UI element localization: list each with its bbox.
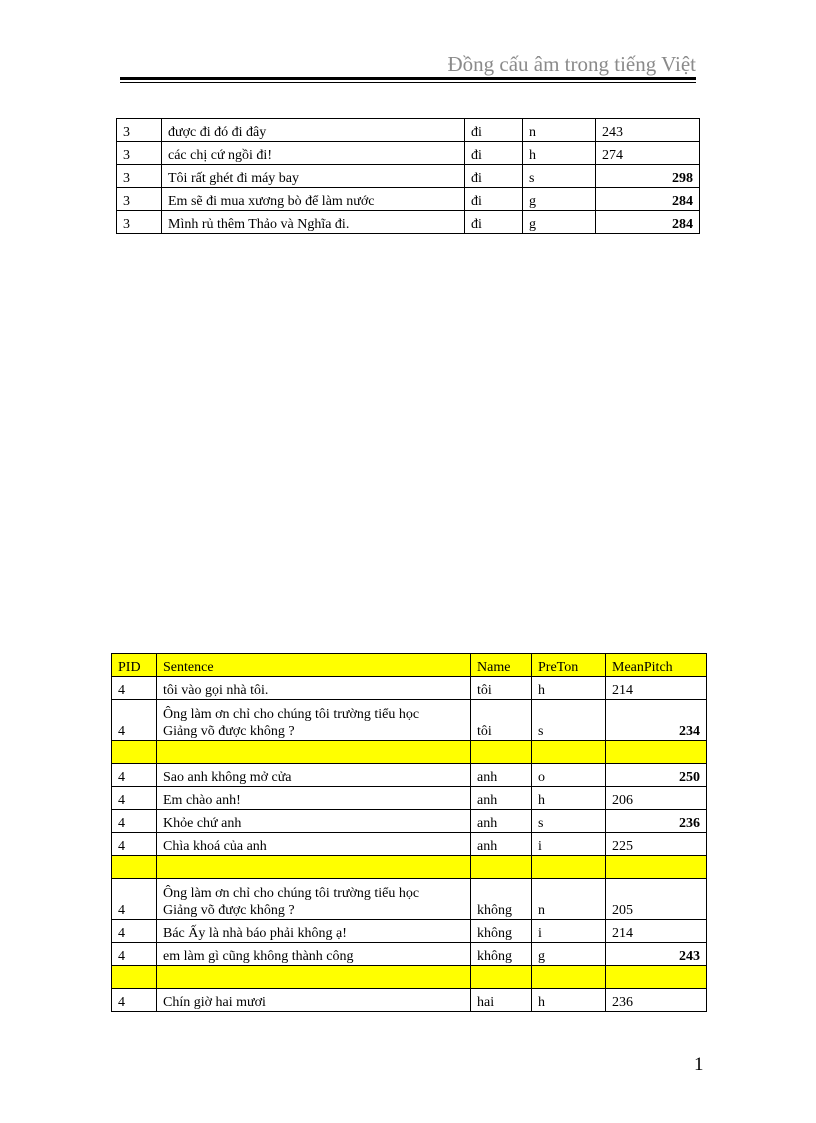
table-spacer-row (112, 856, 707, 879)
cell-sentence: Chín giờ hai mươi (157, 989, 471, 1012)
running-header-title: Đồng cấu âm trong tiếng Việt (447, 52, 696, 76)
table-header-row (112, 654, 707, 677)
cell-sentence: em làm gì cũng không thành công (157, 943, 471, 966)
sentence-line-1: Ông làm ơn chỉ cho chúng tôi trường tiểu học (163, 886, 420, 901)
cell-preton: g (523, 188, 596, 211)
cell-mean-pitch: 214 (606, 920, 707, 943)
cell-name: anh (471, 787, 532, 810)
header-pid: PID (112, 654, 157, 677)
spacer-cell (157, 856, 471, 879)
cell-mean-pitch: 284 (596, 211, 700, 234)
cell-sentence: các chị cứ ngồi đi! (162, 142, 465, 165)
cell-sentence: Bác Ấy là nhà báo phải không ạ! (157, 920, 471, 943)
cell-mean-pitch: 243 (596, 119, 700, 142)
table-row (112, 920, 707, 943)
spacer-cell (606, 856, 707, 879)
cell-name: không (471, 920, 532, 943)
header-preton: PreTon (532, 654, 606, 677)
cell-name: không (471, 879, 532, 920)
cell-pid: 4 (112, 677, 157, 700)
cell-preton: h (532, 787, 606, 810)
header-rule-thin (120, 82, 696, 83)
pitch-table-pid3-body (117, 119, 700, 234)
cell-sentence: Sao anh không mở cửa (157, 764, 471, 787)
spacer-cell (471, 856, 532, 879)
table-row (117, 188, 700, 211)
cell-name: đi (465, 119, 523, 142)
table-row (117, 165, 700, 188)
pitch-table-pid3 (116, 118, 700, 234)
cell-preton: n (523, 119, 596, 142)
cell-preton: s (532, 810, 606, 833)
sentence-line-1: Ông làm ơn chỉ cho chúng tôi trường tiểu học (163, 707, 420, 722)
cell-pid: 3 (117, 142, 162, 165)
cell-name: tôi (471, 677, 532, 700)
cell-preton: s (523, 165, 596, 188)
cell-preton: o (532, 764, 606, 787)
cell-pid: 3 (117, 211, 162, 234)
cell-preton: s (532, 700, 606, 741)
cell-mean-pitch: 214 (606, 677, 707, 700)
page-number: 1 (694, 1054, 704, 1075)
cell-preton: h (532, 989, 606, 1012)
cell-preton: h (523, 142, 596, 165)
cell-mean-pitch: 243 (606, 943, 707, 966)
spacer-cell (532, 856, 606, 879)
spacer-cell (471, 966, 532, 989)
cell-mean-pitch: 298 (596, 165, 700, 188)
cell-pid: 4 (112, 787, 157, 810)
cell-sentence: Chìa khoá của anh (157, 833, 471, 856)
cell-name: đi (465, 211, 523, 234)
cell-mean-pitch: 234 (606, 700, 707, 741)
pitch-table-pid4-body (112, 677, 707, 1012)
cell-pid: 3 (117, 188, 162, 211)
cell-sentence: Em sẽ đi mua xương bò để làm nước (162, 188, 465, 211)
table-row (112, 943, 707, 966)
cell-mean-pitch: 206 (606, 787, 707, 810)
table-row (112, 700, 707, 741)
cell-sentence: Khỏe chứ anh (157, 810, 471, 833)
cell-name: đi (465, 188, 523, 211)
table-spacer-row (112, 966, 707, 989)
spacer-cell (532, 741, 606, 764)
table-row (117, 119, 700, 142)
cell-preton: i (532, 920, 606, 943)
cell-preton: g (532, 943, 606, 966)
cell-pid: 4 (112, 700, 157, 741)
header-mean-pitch: MeanPitch (606, 654, 707, 677)
cell-pid: 4 (112, 833, 157, 856)
cell-name: hai (471, 989, 532, 1012)
table-row (112, 989, 707, 1012)
cell-sentence: Tôi rất ghét đi máy bay (162, 165, 465, 188)
spacer-cell (606, 741, 707, 764)
cell-mean-pitch: 205 (606, 879, 707, 920)
spacer-cell (157, 966, 471, 989)
table-row (112, 879, 707, 920)
table-row (112, 677, 707, 700)
cell-mean-pitch: 236 (606, 989, 707, 1012)
cell-pid: 3 (117, 119, 162, 142)
cell-name: không (471, 943, 532, 966)
table-row (112, 764, 707, 787)
cell-preton: i (532, 833, 606, 856)
cell-preton: h (532, 677, 606, 700)
cell-pid: 4 (112, 920, 157, 943)
cell-pid: 4 (112, 879, 157, 920)
cell-mean-pitch: 284 (596, 188, 700, 211)
cell-pid: 4 (112, 943, 157, 966)
cell-mean-pitch: 236 (606, 810, 707, 833)
spacer-cell (471, 741, 532, 764)
cell-name: đi (465, 165, 523, 188)
cell-sentence (157, 700, 471, 741)
cell-sentence: Mình rủ thêm Thảo và Nghĩa đi. (162, 211, 465, 234)
sentence-line-2: Giảng võ được không ? (163, 903, 295, 918)
spacer-cell (112, 741, 157, 764)
cell-pid: 4 (112, 810, 157, 833)
cell-mean-pitch: 274 (596, 142, 700, 165)
table-spacer-row (112, 741, 707, 764)
cell-name: tôi (471, 700, 532, 741)
cell-sentence: Em chào anh! (157, 787, 471, 810)
cell-mean-pitch: 225 (606, 833, 707, 856)
cell-preton: n (532, 879, 606, 920)
cell-name: đi (465, 142, 523, 165)
cell-name: anh (471, 810, 532, 833)
table-row (112, 833, 707, 856)
table-row (112, 787, 707, 810)
spacer-cell (157, 741, 471, 764)
cell-pid: 4 (112, 989, 157, 1012)
cell-sentence (157, 879, 471, 920)
cell-name: anh (471, 764, 532, 787)
sentence-line-2: Giảng võ được không ? (163, 724, 295, 739)
table-row (117, 142, 700, 165)
cell-preton: g (523, 211, 596, 234)
spacer-cell (532, 966, 606, 989)
pitch-table-pid4 (111, 653, 707, 1012)
header-name: Name (471, 654, 532, 677)
cell-pid: 4 (112, 764, 157, 787)
header-sentence: Sentence (157, 654, 471, 677)
spacer-cell (112, 856, 157, 879)
cell-sentence: được đi đó đi đây (162, 119, 465, 142)
cell-mean-pitch: 250 (606, 764, 707, 787)
table-row (117, 211, 700, 234)
spacer-cell (606, 966, 707, 989)
spacer-cell (112, 966, 157, 989)
header-rule-thick (120, 77, 696, 80)
table-row (112, 810, 707, 833)
cell-name: anh (471, 833, 532, 856)
cell-sentence: tôi vào gọi nhà tôi. (157, 677, 471, 700)
cell-pid: 3 (117, 165, 162, 188)
